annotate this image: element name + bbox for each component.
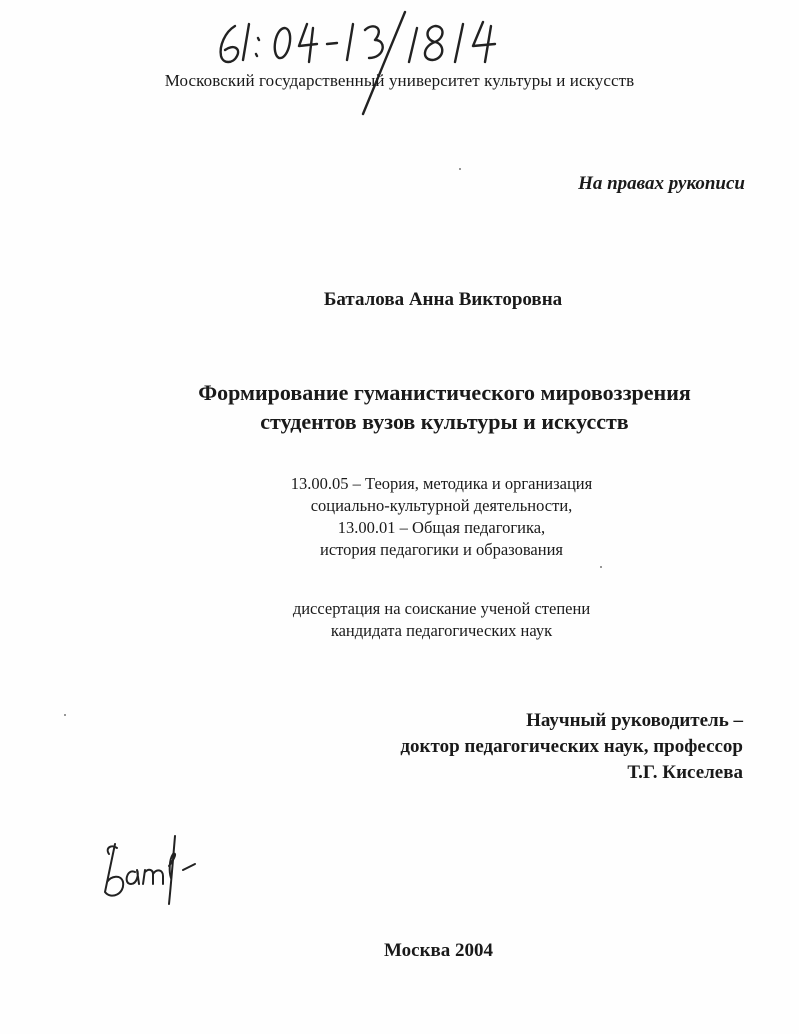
handwritten-archive-number <box>213 10 513 120</box>
specialty-codes <box>0 473 799 561</box>
title-line: Формирование гуманистического мировоззрения <box>198 380 691 405</box>
scan-speck <box>600 566 602 568</box>
supervisor-line: Научный руководитель – <box>526 710 743 731</box>
handwritten-signature <box>95 830 205 910</box>
institution-name: Московский государственный университет культуры и искусств <box>164 71 635 90</box>
degree-line: кандидата педагогических наук <box>330 621 553 640</box>
title-line: студентов вузов культуры и искусств <box>260 409 629 434</box>
scientific-supervisor <box>400 708 743 786</box>
dissertation-title <box>0 378 799 436</box>
specialty-line: 13.00.05 – Теория, методика и организация <box>290 474 593 493</box>
degree-line: диссертация на соискание ученой степени <box>292 599 591 618</box>
scan-speck <box>459 168 461 170</box>
specialty-line: социально-культурной деятельности, <box>310 496 573 515</box>
specialty-line: история педагогики и образования <box>319 540 563 559</box>
supervisor-line: доктор педагогических наук, профессор <box>400 736 743 757</box>
scan-speck <box>64 714 66 716</box>
city-and-year: Москва 2004 <box>383 940 494 961</box>
supervisor-line: Т.Г. Киселева <box>627 762 743 783</box>
author-name: Баталова Анна Викторовна <box>323 289 563 310</box>
specialty-line: 13.00.01 – Общая педагогика, <box>337 518 546 537</box>
degree-statement <box>0 598 799 642</box>
rights-note: На правах рукописи <box>578 173 745 194</box>
